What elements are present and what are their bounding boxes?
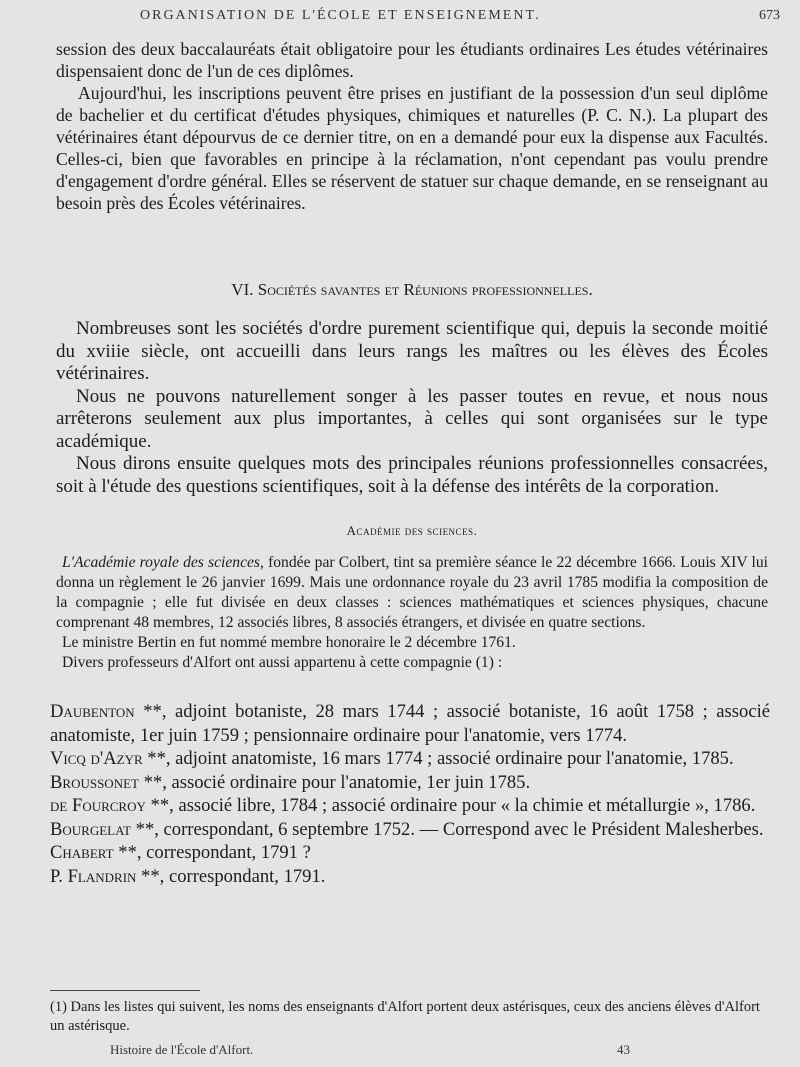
member-details: , correspondant, 1791 ? <box>136 842 311 863</box>
paragraph: Le ministre Bertin en fut nommé membre honoraire le 2 décembre 1761. <box>62 634 516 651</box>
footnote: (1) Dans les listes qui suivent, les noms des enseignants d'Alfort portent deux astérisques, ceux des anciens élèves d'Alfort un astérisque. <box>50 999 760 1034</box>
member-name: P. Flandrin ** <box>50 865 160 887</box>
member-entry <box>50 841 770 865</box>
member-name: de Fourcroy ** <box>50 795 170 816</box>
paragraph: Nous ne pouvons naturellement songer à les passer toutes en revue, et nous nous arrêterons seulement aux plus importantes, à celles qui sont organisées sur le type académique. <box>56 385 768 452</box>
members-list <box>50 700 770 888</box>
academie-text <box>56 553 768 673</box>
running-header <box>140 8 780 30</box>
member-entry <box>50 818 770 842</box>
section-intro <box>56 318 768 498</box>
paragraph: session des deux baccalauréats était obligatoire pour les étudiants ordinaires Les études vétérinaires dispensaient donc de l'un de ces diplômes. <box>56 39 768 81</box>
member-details: , adjoint anatomiste, 16 mars 1774 ; associé ordinaire pour l'anatomie, 1785. <box>165 748 734 769</box>
member-name: Daubenton ** <box>50 701 162 722</box>
member-details: , correspondant, 1791. <box>159 865 326 887</box>
member-entry <box>50 794 770 818</box>
paragraph: Nombreuses sont les sociétés d'ordre purement scientifique qui, depuis la seconde moitié du xviiie siècle, ont accueilli dans leurs rangs les maîtres ou les élèves des Écoles vétérinaires. <box>56 318 768 384</box>
page-number: 673 <box>759 8 780 23</box>
paragraph: Aujourd'hui, les inscriptions peuvent être prises en justifiant de la possession d'un seul diplôme de bachelier et du certificat d'études physiques, chimiques et naturelles (P. C. N.). La plupart des vétérinaires étant dépourvus de ce dernier titre, on en a demandé pour eux la dispense aux Facultés. Celles-ci, bien que favorables en principe à la réclamation, n'ont cependant pas voulu prendre d'engagement d'ordre général. Elles se réservent de statuer sur chaque demande, en se renseignant au besoin près des Écoles vétérinaires. <box>56 83 768 213</box>
academie-description: , fondée par Colbert, tint sa première séance le 22 décembre 1666. Louis XIV lui donna un règlement le 26 janvier 1699. Mais une ordonnance royale du 23 avril 1785 modifia la composition de la compagnie ; elle fut divisée en deux classes : sciences mathématiques et sciences physiques, chacune comprenant 48 membres, 12 associés libres, 8 associés étrangers, et divisée en quatre sections. <box>56 554 768 631</box>
member-entry <box>50 865 770 889</box>
section-continuation <box>56 38 768 214</box>
member-entry <box>50 747 770 771</box>
member-entry <box>50 771 770 795</box>
member-details: , associé libre, 1784 ; associé ordinaire pour « la chimie et métallurgie », 1786. <box>169 795 756 816</box>
subheading: Académie des sciences. <box>346 523 478 538</box>
member-entry <box>50 700 770 747</box>
member-details: , associé ordinaire pour l'anatomie, 1er juin 1785. <box>162 771 531 793</box>
member-details: , correspondant, 6 septembre 1752. — Correspond avec le Président Malesherbes. <box>154 818 764 840</box>
signature-mark: 43 <box>617 1042 630 1057</box>
member-name: Vicq d'Azyr ** <box>50 748 166 769</box>
member-details: , adjoint botaniste, 28 mars 1744 ; associé botaniste, 16 août 1758 ; associé anatomiste, 1er juin 1759 ; pensionnaire ordinaire pour l'anatomie, vers 1774. <box>50 701 770 746</box>
academie-name: L'Académie royale des sciences <box>62 554 260 571</box>
section-heading: VI. Sociétés savantes et Réunions professionnelles. <box>231 280 593 299</box>
footnote-divider <box>50 990 200 991</box>
book-source: Histoire de l'École d'Alfort. <box>110 1042 254 1057</box>
member-name: Broussonet ** <box>50 771 163 793</box>
paragraph: Divers professeurs d'Alfort ont aussi appartenu à cette compagnie (1) : <box>62 654 503 671</box>
member-name: Bourgelat ** <box>50 818 155 840</box>
member-name: Chabert ** <box>50 842 137 863</box>
paragraph: Nous dirons ensuite quelques mots des principales réunions professionnelles consacrées, soit à l'étude des questions scientifiques, soit à la défense des intérêts de la corporation. <box>56 453 768 497</box>
running-title: ORGANISATION DE L'ÉCOLE ET ENSEIGNEMENT. <box>140 8 541 23</box>
paragraph <box>56 553 768 633</box>
